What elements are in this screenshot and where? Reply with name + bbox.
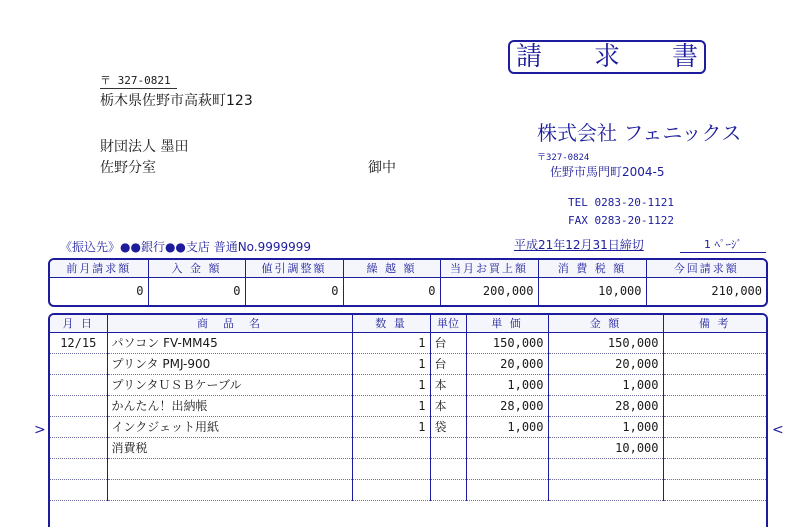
row-unit xyxy=(430,437,466,458)
row-product: プリンタＵＳＢケーブル xyxy=(107,374,352,395)
row-qty: 1 xyxy=(352,374,430,395)
page-number: 1 ﾍﾟｰｼﾞ xyxy=(680,236,766,253)
row-note xyxy=(663,353,766,374)
left-marker: > xyxy=(34,422,46,438)
row-price xyxy=(466,479,548,500)
items-header-date: 月 日 xyxy=(50,315,107,332)
table-row xyxy=(50,332,766,353)
row-date xyxy=(50,437,107,458)
row-amount: 1,000 xyxy=(548,416,663,437)
row-note xyxy=(663,479,766,500)
items-table xyxy=(48,313,768,527)
items-header-amount: 金 額 xyxy=(548,315,663,332)
row-amount: 20,000 xyxy=(548,353,663,374)
row-note xyxy=(663,458,766,479)
recipient-org-name: 財団法人 墨田 xyxy=(100,139,189,155)
closing-date: 平成21年12月31日締切 xyxy=(514,238,644,252)
row-price xyxy=(466,437,548,458)
row-product: プリンタ PMJ-900 xyxy=(107,353,352,374)
summary-header-purchases: 当月お買上額 xyxy=(440,260,538,277)
row-unit: 本 xyxy=(430,374,466,395)
bank-info: 《振込先》●●銀行●●支店 普通No.9999999 xyxy=(60,240,312,254)
row-date xyxy=(50,374,107,395)
summary-header-prev-billing: 前月請求額 xyxy=(50,260,148,277)
recipient-org-branch: 佐野分室 xyxy=(100,160,156,176)
row-qty xyxy=(352,479,430,500)
row-price: 28,000 xyxy=(466,395,548,416)
row-amount: 28,000 xyxy=(548,395,663,416)
title-char-2: 求 xyxy=(593,42,620,72)
row-amount xyxy=(548,458,663,479)
issuer-company: 株式会社 フェニックス xyxy=(537,121,742,145)
row-date xyxy=(50,458,107,479)
row-unit: 袋 xyxy=(430,416,466,437)
summary-value-payment: 0 xyxy=(148,277,245,305)
table-row xyxy=(50,479,766,500)
row-product xyxy=(107,458,352,479)
row-price xyxy=(466,458,548,479)
items-header-price: 単 価 xyxy=(466,315,548,332)
summary-table xyxy=(48,258,768,307)
table-row xyxy=(50,416,766,437)
summary-header-total: 今回請求額 xyxy=(646,260,766,277)
items-header-qty: 数 量 xyxy=(352,315,430,332)
row-qty: 1 xyxy=(352,332,430,353)
row-qty xyxy=(352,458,430,479)
summary-value-carryover: 0 xyxy=(343,277,440,305)
items-header-unit: 単位 xyxy=(430,315,466,332)
summary-header-tax: 消 費 税 額 xyxy=(538,260,646,277)
row-date xyxy=(50,353,107,374)
row-unit: 本 xyxy=(430,395,466,416)
row-qty: 1 xyxy=(352,395,430,416)
title-char-1: 請 xyxy=(516,42,543,72)
summary-value-discount: 0 xyxy=(245,277,343,305)
table-row xyxy=(50,437,766,458)
row-note xyxy=(663,395,766,416)
recipient-address: 栃木県佐野市高萩町123 xyxy=(100,93,253,109)
summary-value-tax: 10,000 xyxy=(538,277,646,305)
row-note xyxy=(663,332,766,353)
table-row xyxy=(50,374,766,395)
right-marker: < xyxy=(772,422,784,438)
issuer-address: 佐野市馬門町2004-5 xyxy=(550,165,665,179)
row-date xyxy=(50,479,107,500)
row-note xyxy=(663,437,766,458)
summary-value-prev-billing: 0 xyxy=(50,277,148,305)
row-price: 1,000 xyxy=(466,416,548,437)
issuer-postal: 〒327-0824 xyxy=(537,153,590,163)
summary-header-discount: 値引調整額 xyxy=(245,260,343,277)
row-product xyxy=(107,479,352,500)
summary-value-purchases: 200,000 xyxy=(440,277,538,305)
row-unit: 台 xyxy=(430,332,466,353)
row-price: 20,000 xyxy=(466,353,548,374)
row-product: 消費税 xyxy=(107,437,352,458)
row-date xyxy=(50,416,107,437)
row-qty: 1 xyxy=(352,353,430,374)
summary-header-payment: 入 金 額 xyxy=(148,260,245,277)
row-price: 150,000 xyxy=(466,332,548,353)
row-unit: 台 xyxy=(430,353,466,374)
issuer-tel: TEL 0283-20-1121 xyxy=(568,196,674,209)
row-product: インクジェット用紙 xyxy=(107,416,352,437)
recipient-postal: 〒 327-0821 xyxy=(100,72,177,89)
row-unit xyxy=(430,458,466,479)
row-amount: 10,000 xyxy=(548,437,663,458)
row-date xyxy=(50,395,107,416)
document-title xyxy=(508,40,706,74)
row-price: 1,000 xyxy=(466,374,548,395)
row-qty: 1 xyxy=(352,416,430,437)
row-amount xyxy=(548,479,663,500)
row-amount: 150,000 xyxy=(548,332,663,353)
table-row xyxy=(50,353,766,374)
items-header-product: 商 品 名 xyxy=(107,315,352,332)
recipient-honorific: 御中 xyxy=(368,160,396,176)
row-note xyxy=(663,374,766,395)
table-row xyxy=(50,458,766,479)
summary-value-total: 210,000 xyxy=(646,277,766,305)
row-qty xyxy=(352,437,430,458)
row-product: かんたん！出納帳 xyxy=(107,395,352,416)
issuer-fax: FAX 0283-20-1122 xyxy=(568,214,674,227)
row-note xyxy=(663,416,766,437)
table-row xyxy=(50,395,766,416)
row-unit xyxy=(430,479,466,500)
row-product: パソコン FV-MM45 xyxy=(107,332,352,353)
items-header-note: 備 考 xyxy=(663,315,766,332)
title-char-3: 書 xyxy=(671,42,698,72)
row-amount: 1,000 xyxy=(548,374,663,395)
row-date: 12/15 xyxy=(50,332,107,353)
summary-header-carryover: 繰 越 額 xyxy=(343,260,440,277)
